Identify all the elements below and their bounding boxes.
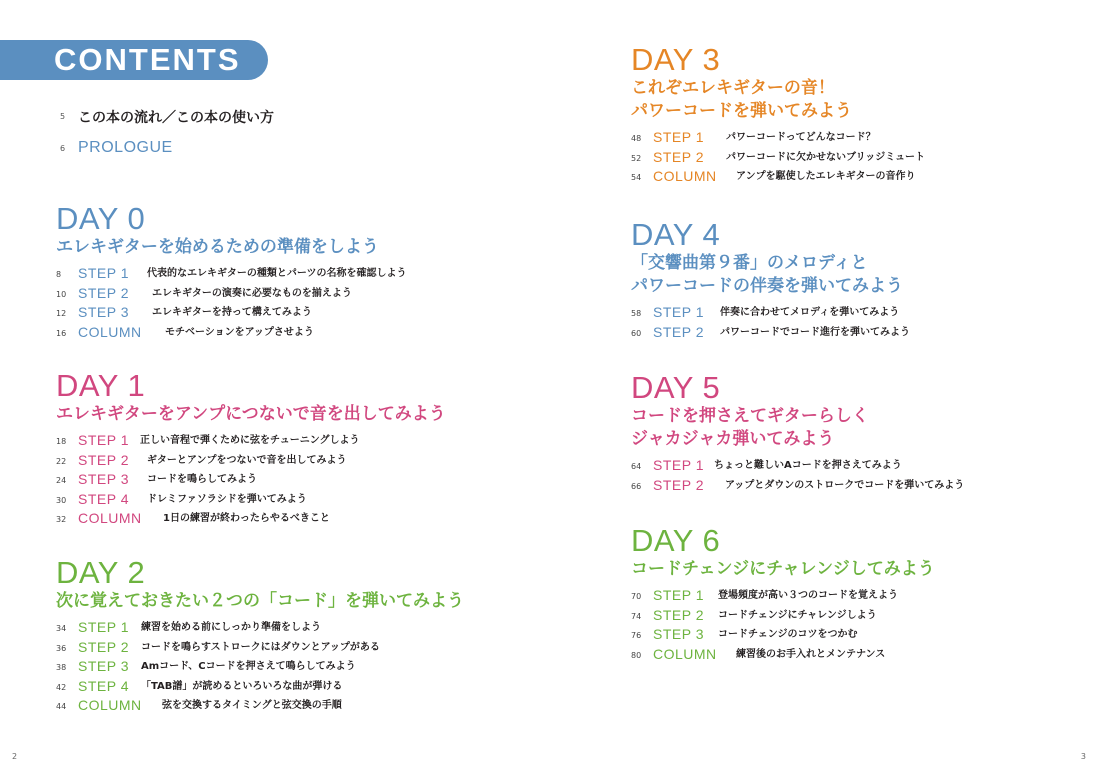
day-section-4	[631, 217, 910, 342]
toc-entry[interactable]	[631, 456, 902, 476]
entry-label: COLUMN	[653, 645, 717, 662]
page-number: 66	[631, 481, 642, 491]
page-number: 24	[56, 476, 67, 485]
page-number: 74	[631, 611, 642, 621]
toc-entry[interactable]	[631, 323, 910, 343]
entry-title: 伴奏に合わせてメロディを弾いてみよう	[720, 307, 900, 318]
page-number-right: 3	[1080, 752, 1086, 761]
entry-label: STEP 1	[78, 432, 129, 448]
toc-entry[interactable]	[631, 645, 935, 665]
entry-title: コードチェンジのコツをつかむ	[718, 629, 858, 640]
day-subtitle: これぞエレキギターの音！	[631, 78, 835, 98]
entry-label: STEP 2	[653, 148, 704, 165]
toc-entry[interactable]	[631, 476, 965, 496]
entry-title: パワーコードでコード進行を弾いてみよう	[720, 326, 910, 338]
entry-title: コードチェンジにチャレンジしよう	[718, 609, 877, 621]
entry-label: STEP 2	[653, 606, 704, 623]
page-number: 8	[56, 270, 62, 279]
entry-title: パワーコードってどんなコード？	[726, 132, 876, 143]
day-subtitle: エレキギターをアンプにつないで音を出してみよう	[56, 404, 446, 424]
day-subtitle: パワーコードを弾いてみよう	[631, 101, 852, 121]
prologue-label: PROLOGUE	[78, 139, 173, 156]
toc-entry[interactable]	[56, 696, 464, 716]
day-subtitle: 「交響曲第９番」のメロディと	[631, 253, 868, 273]
day-heading: DAY 4	[631, 217, 721, 252]
entry-label: STEP 2	[78, 451, 129, 468]
toc-entry[interactable]	[56, 451, 446, 471]
entry-label: STEP 2	[653, 476, 704, 493]
toc-entry[interactable]	[56, 303, 379, 323]
page-number: 30	[56, 495, 67, 505]
toc-entry[interactable]	[56, 284, 379, 304]
page-number: 64	[631, 462, 642, 471]
entry-title: モチベーションをアップさせよう	[165, 326, 314, 338]
entry-title: パワーコードに欠かせないブリッジミュート	[726, 151, 925, 163]
entry-title: コードを鳴らしてみよう	[147, 474, 257, 485]
entry-title: 1日の練習が終わったらやるべきこと	[163, 513, 330, 524]
entry-title: 正しい音程で弾くために弦をチューニングしよう	[140, 435, 360, 446]
entry-label: STEP 1	[653, 304, 704, 320]
day-subtitle: 次に覚えておきたい２つの「コード」を弾いてみよう	[56, 591, 464, 611]
day-section-3	[631, 42, 925, 187]
day-heading: DAY 1	[56, 368, 146, 403]
entry-title: アップとダウンのストロークでコードを弾いてみよう	[725, 479, 965, 491]
toc-entry[interactable]	[631, 148, 925, 168]
entry-label: STEP 1	[78, 619, 129, 635]
page-number: 80	[631, 650, 642, 660]
entry-label: STEP 2	[78, 638, 129, 655]
toc-entry[interactable]	[56, 264, 407, 284]
toc-entry[interactable]	[56, 677, 464, 697]
page-number: 38	[56, 663, 67, 672]
toc-entry[interactable]	[631, 606, 935, 626]
page-number: 6	[60, 144, 66, 153]
toc-entry[interactable]	[56, 470, 446, 490]
toc-entry[interactable]	[56, 618, 464, 638]
entry-label: STEP 1	[653, 587, 704, 603]
day-heading: DAY 0	[56, 201, 146, 236]
toc-entry[interactable]	[56, 638, 464, 658]
page-number: 36	[56, 643, 67, 653]
entry-title: 練習後のお手入れとメンテナンス	[736, 648, 886, 660]
day-section-2	[56, 557, 464, 716]
toc-entry[interactable]	[56, 431, 446, 451]
entry-label: COLUMN	[78, 510, 142, 526]
day-subtitle: パワーコードの伴奏を弾いてみよう	[631, 276, 903, 296]
page-number: 12	[56, 309, 67, 318]
entry-list	[631, 303, 910, 342]
entry-label: STEP 4	[78, 677, 129, 694]
entry-label: STEP 2	[78, 284, 129, 301]
entry-list	[631, 128, 925, 187]
toc-entry[interactable]	[56, 509, 446, 529]
day-subtitle: コードチェンジにチャレンジしてみよう	[631, 559, 935, 579]
entry-label: STEP 3	[78, 658, 129, 674]
day-subtitle: ジャカジャカ弾いてみよう	[631, 429, 835, 449]
entry-title: 「TAB譜」が読めるといろいろな曲が弾ける	[141, 680, 343, 692]
entry-label: COLUMN	[78, 323, 142, 340]
entry-list	[56, 431, 446, 529]
page-number: 58	[631, 309, 642, 318]
page-number: 5	[60, 112, 66, 121]
entry-label: STEP 2	[653, 323, 704, 340]
toc-entry[interactable]	[631, 128, 876, 148]
entry-list	[56, 264, 407, 342]
entry-list	[56, 618, 464, 716]
toc-entry[interactable]	[631, 303, 903, 323]
entry-title: 代表的なエレキギターの種類とパーツの名称を確認しよう	[147, 268, 407, 279]
entry-title: アンプを駆使したエレキギターの音作り	[736, 171, 916, 182]
entry-label: STEP 1	[78, 265, 129, 281]
entry-title: ギターとアンプをつないで音を出してみよう	[147, 454, 347, 466]
day-section-5	[631, 370, 965, 495]
page-number-left: 2	[12, 752, 18, 761]
page-number: 32	[56, 515, 67, 524]
entry-title: エレキギターの演奏に必要なものを揃えよう	[152, 287, 352, 299]
entry-title: 練習を始める前にしっかり準備をしよう	[141, 622, 321, 633]
entry-title: コードを鳴らすストロークにはダウンとアップがある	[141, 641, 380, 653]
toc-entry[interactable]	[56, 323, 379, 343]
toc-entry[interactable]	[631, 586, 935, 606]
toc-entry[interactable]	[56, 490, 446, 510]
entry-label: STEP 1	[653, 129, 704, 145]
entry-title: 弦を交換するタイミングと弦交換の手順	[162, 700, 342, 711]
entry-title: エレキギターを持って構えてみよう	[152, 307, 312, 318]
page-number: 10	[56, 289, 67, 299]
page-number: 16	[56, 328, 67, 338]
contents-banner: CONTENTS	[0, 40, 268, 80]
entry-list	[631, 456, 965, 495]
day-heading: DAY 3	[631, 42, 721, 77]
entry-label: STEP 1	[653, 457, 704, 473]
entry-label: COLUMN	[653, 168, 717, 184]
entry-label: STEP 3	[78, 471, 129, 487]
page-number: 18	[56, 437, 67, 446]
page-number: 76	[631, 631, 642, 640]
page-number: 44	[56, 702, 67, 711]
entry-title: Amコード、Cコードを押さえて鳴らしてみよう	[141, 661, 356, 672]
toc-entry[interactable]	[631, 625, 935, 645]
day-subtitle: コードを押さえてギターらしく	[631, 406, 869, 426]
page-number: 42	[56, 682, 67, 692]
page-number: 52	[631, 153, 642, 163]
page-number: 54	[631, 173, 642, 182]
page-number: 60	[631, 328, 642, 338]
entry-title: 登場頻度が高い３つのコードを覚えよう	[718, 590, 898, 601]
page-number: 70	[631, 592, 642, 601]
entry-title: ドレミファソラシドを弾いてみよう	[147, 493, 307, 505]
page-number: 34	[56, 624, 67, 633]
entry-title: ちょっと難しいAコードを押さえてみよう	[714, 460, 902, 471]
entry-label: STEP 4	[78, 490, 129, 507]
day-heading: DAY 6	[631, 523, 721, 558]
intro-text: この本の流れ／この本の使い方	[78, 110, 274, 126]
day-subtitle: エレキギターを始めるための準備をしよう	[56, 237, 379, 257]
page-number: 22	[56, 456, 67, 466]
page-number: 48	[631, 134, 642, 143]
entry-label: STEP 3	[653, 626, 704, 642]
toc-entry[interactable]	[631, 167, 916, 187]
day-heading: DAY 5	[631, 370, 721, 405]
toc-entry[interactable]	[56, 657, 464, 677]
day-heading: DAY 2	[56, 555, 146, 590]
day-section-6	[631, 525, 935, 664]
day-section-0	[56, 201, 407, 342]
entry-list	[631, 586, 935, 664]
entry-label: STEP 3	[78, 304, 129, 320]
entry-label: COLUMN	[78, 697, 142, 713]
day-section-1	[56, 370, 446, 529]
